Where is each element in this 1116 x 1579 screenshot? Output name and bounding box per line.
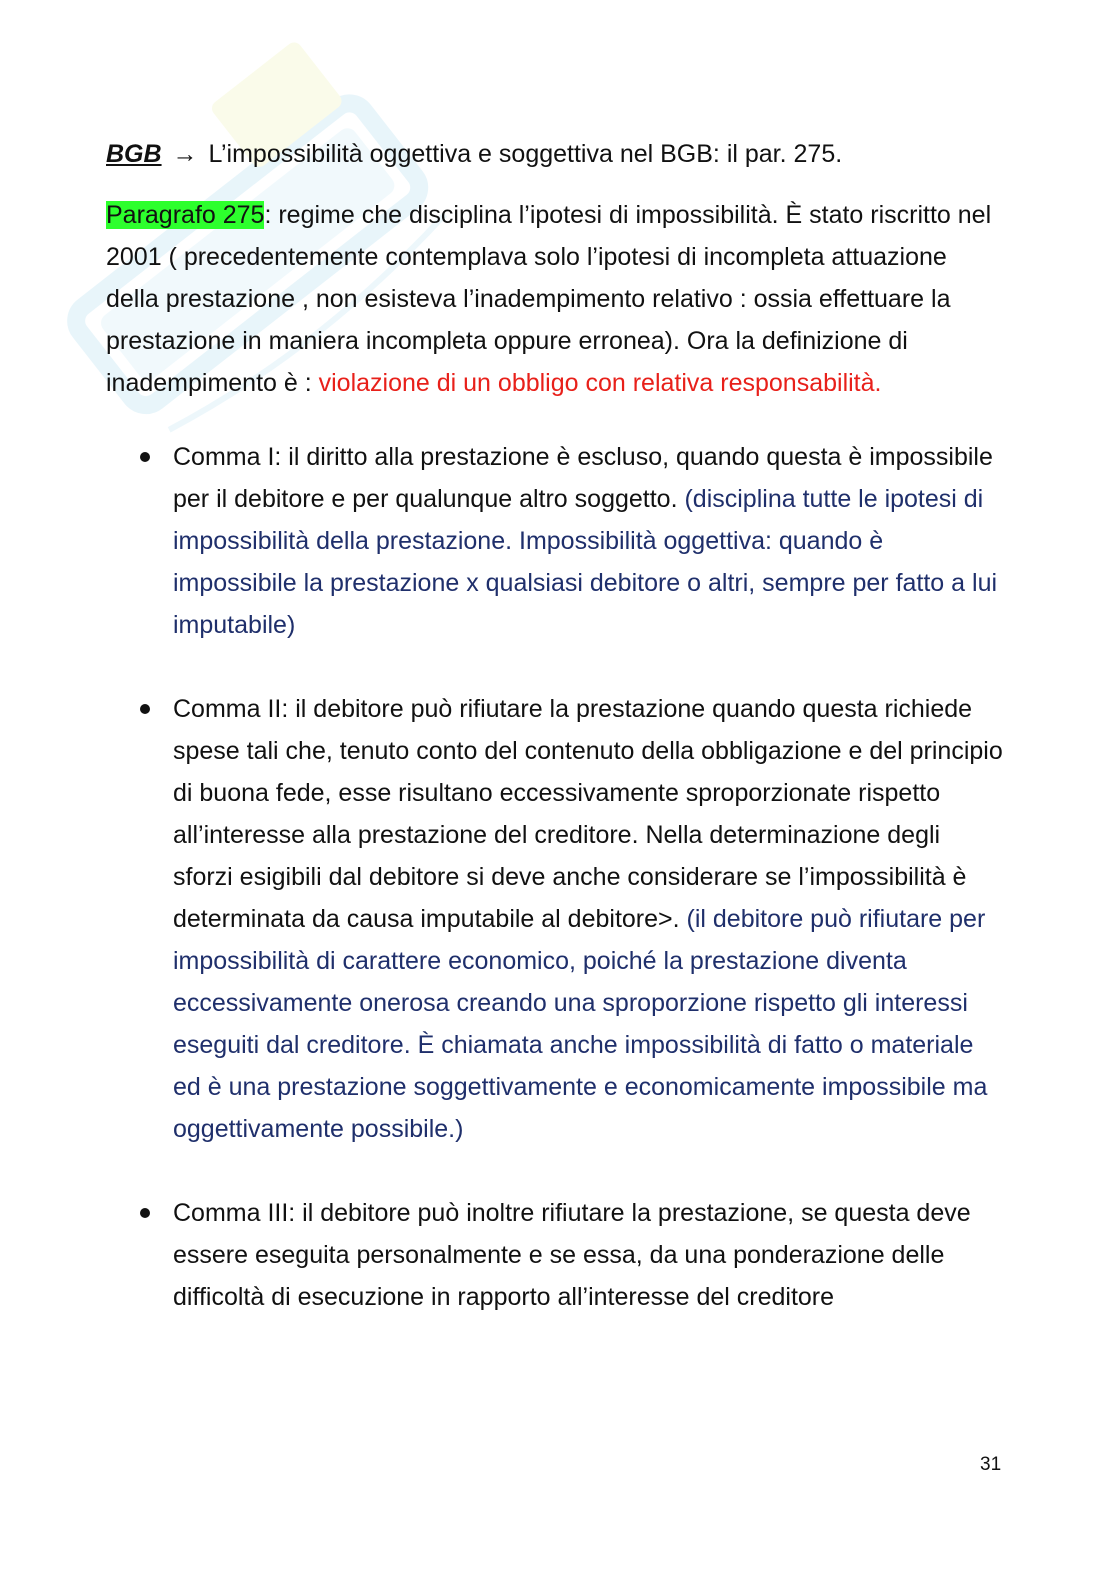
page-number: 31 [980, 1454, 1002, 1475]
arrow-icon: → [172, 140, 198, 168]
comma-note: (disciplina tutte le ipotesi di impossibilità della prestazione. Impossibilità oggettiva: quando è impossibile la prestazione x qualsiasi debitore o altri, sempre per fatto a lui imputabile) [173, 485, 998, 639]
list-item [106, 436, 1006, 646]
comma-text: Comma I: il diritto alla prestazione è escluso, quando questa è impossibile per il debitore e per qualunque altro soggetto. [173, 443, 993, 513]
definition-text: violazione di un obbligo con relativa responsabilità. [318, 369, 882, 397]
list-item [106, 1192, 1006, 1318]
intro-text: : regime che disciplina l’ipotesi di impossibilità. È stato riscritto nel 2001 ( precedentemente contemplava solo l’ipotesi di incompleta attuazione della prestazione , non esisteva l’inadempimento relativo : ossia effettuare la prestazione in maniera incompleta oppure erronea). Ora la definizione di inadempimento è : [106, 201, 992, 397]
bullet-icon [140, 452, 150, 462]
intro-paragraph [106, 194, 1006, 404]
comma-text: Comma III: il debitore può inoltre rifiutare la prestazione, se questa deve essere eseguita personalmente e se essa, da una ponderazione delle difficoltà di esecuzione in rapporto all’interesse del creditore [173, 1199, 971, 1311]
comma-note: (il debitore può rifiutare per impossibilità di carattere economico, poiché la prestazione diventa eccessivamente onerosa creando una sproporzione rispetto gli interessi eseguiti dal creditore. È chiamata anche impossibilità di fatto o materiale ed è una prestazione soggettivamente e economicamente impossibile ma oggettivamente possibile.) [173, 905, 988, 1143]
bullet-icon [140, 1208, 150, 1218]
highlighted-term: Paragrafo 275 [106, 201, 265, 229]
list-item [106, 688, 1006, 1150]
heading-label: BGB [106, 140, 162, 168]
comma-text: Comma II: il debitore può rifiutare la prestazione quando questa richiede spese tali che, tenuto conto del contenuto della obbligazione e del principio di buona fede, esse risultano eccessivamente sproporzionate rispetto all’interesse alla prestazione del creditore. Nella determinazione degli sforzi esigibili dal debitore si deve anche considerare se l’impossibilità è determinata da causa imputabile al debitore>. [173, 695, 1003, 933]
document-body [106, 132, 1006, 1360]
section-heading [106, 132, 1006, 176]
bullet-icon [140, 704, 150, 714]
comma-list [106, 436, 1006, 1318]
heading-text: L’impossibilità oggettiva e soggettiva nel BGB: il par. 275. [208, 140, 843, 168]
